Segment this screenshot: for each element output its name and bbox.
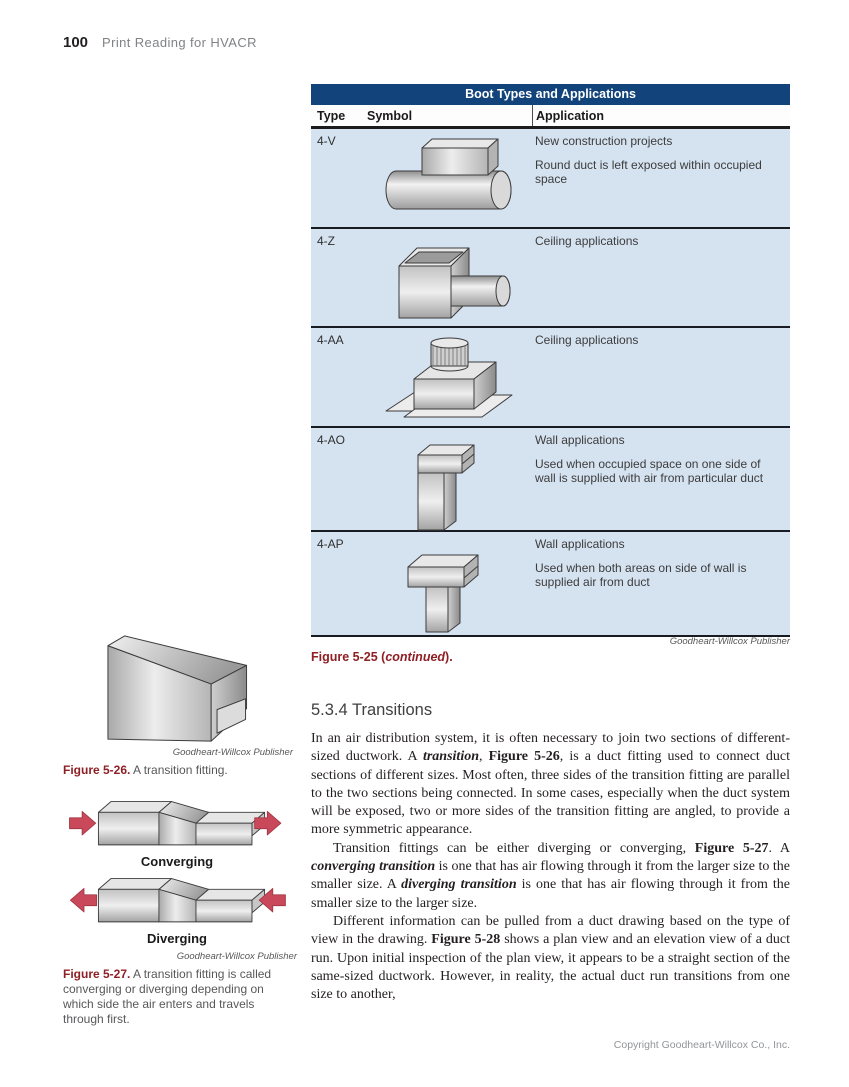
text-segment: transition [422,749,479,765]
transition-fitting-illustration [70,630,255,746]
air-flow-arrow-right-icon [70,811,96,834]
application-line: Ceiling applications [535,234,639,248]
text-segment: is one that has air flowing through it from the larger size to the smaller size. A [311,859,790,893]
body-paragraph [311,840,790,913]
caption-text: Figure 5-25 ( [311,650,386,664]
main-text-column [311,701,790,1004]
diverging-label: Diverging [147,931,207,946]
boot-types-table [311,84,790,637]
figure-5-27-caption [63,967,291,1027]
page-number: 100 [63,34,89,51]
copyright-line: Copyright Goodheart-Willcox Co., Inc. [613,1039,790,1051]
boot-4z-symbol-icon [374,234,524,326]
application-line: Round duct is left exposed within occupied space [535,157,762,186]
table-row [311,129,790,229]
table-title: Boot Types and Applications [311,84,790,105]
text-segment: Different information can be pulled from a duct drawing based on the type of view in the drawing. [311,913,790,948]
text-segment: . A [768,840,790,856]
figure-credit: Goodheart-Willcox Publisher [176,951,297,962]
text-segment: diverging transition [401,877,517,893]
boot-type-code: 4-V [317,134,336,148]
caption-text: ). [445,650,453,664]
figure-label: Figure 5-26. [63,763,131,777]
figure-5-26 [63,630,293,778]
figure-5-26-caption [63,763,293,778]
figure-label: Figure 5-27. [63,967,131,981]
table-row [311,532,790,637]
body-paragraph [311,730,790,840]
text-segment: , [479,749,489,765]
table-row [311,428,790,532]
text-segment: In an air distribution system, it is often necessary to join two sections of different-sized ductwork. A [311,731,790,765]
body-paragraph [311,913,790,1004]
air-flow-arrow-left-icon [70,888,96,911]
application-line: Ceiling applications [535,333,639,347]
boot-4ao-symbol-icon [396,433,501,533]
application-line: Wall applications [535,433,625,447]
boot-type-code: 4-Z [317,234,335,248]
converging-duct-illustration [57,797,297,853]
column-header-symbol: Symbol [367,109,413,123]
boot-type-code: 4-AP [317,537,344,551]
figure-credit: Goodheart-Willcox Publisher [172,747,293,758]
text-segment: Transition fittings can be either diverging or converging, [333,840,695,856]
boot-type-code: 4-AA [317,333,344,347]
boot-4aa-symbol-icon [374,333,524,427]
running-head [63,34,257,51]
table-row [311,328,790,428]
text-segment: Figure 5-28 [431,932,501,948]
section-heading: 5.3.4 Transitions [311,701,433,719]
text-segment: , is a duct fitting used to connect duct sections of different sizes. Most often, three sides of the transition fitting are parallel to the two sections being connected. In some cases, especially when the duct system will be exposed, two or more sides of the transition fitting are angled, to provide a more symmetric appearance. [311,749,790,838]
table-row [311,229,790,328]
caption-text: A transition fitting is called converging or diverging depending on which side the air enters and travels through first. [63,967,272,1026]
text-segment: Figure 5-27 [694,840,769,856]
boot-type-code: 4-AO [317,433,346,447]
figure-5-27 [57,797,297,1027]
book-title: Print Reading for HVACR [102,35,257,50]
text-segment: shows a plan view and an elevation view of a duct run. Upon initial inspection of the plan view, it appears to be a straight section of the same-sized ductwork. However, in reality, the actual duct run transitions from one size to another, [311,932,790,1003]
application-line: Used when both areas on side of wall is supplied air from duct [535,560,747,589]
text-segment: converging transition [311,859,436,875]
column-header-application: Application [532,105,790,126]
converging-label: Converging [140,854,214,869]
application-line: New construction projects [535,134,673,148]
text-segment: Figure 5-26 [488,749,560,765]
boot-4ap-symbol-icon [396,537,501,638]
caption-continued: continued [385,650,446,664]
table-header-row [311,105,790,129]
boot-4v-symbol-icon [374,134,524,222]
text-segment: is one that has air flowing through it from the smaller size to the larger size. [311,877,790,911]
caption-text: A transition fitting. [130,763,228,777]
application-line: Wall applications [535,537,625,551]
diverging-duct-illustration [57,874,297,930]
table-credit: Goodheart-Willcox Publisher [669,636,790,647]
figure-5-25-caption [311,650,453,664]
application-line: Used when occupied space on one side of wall is supplied with air from particular duct [535,456,764,485]
column-header-type: Type [317,109,346,123]
